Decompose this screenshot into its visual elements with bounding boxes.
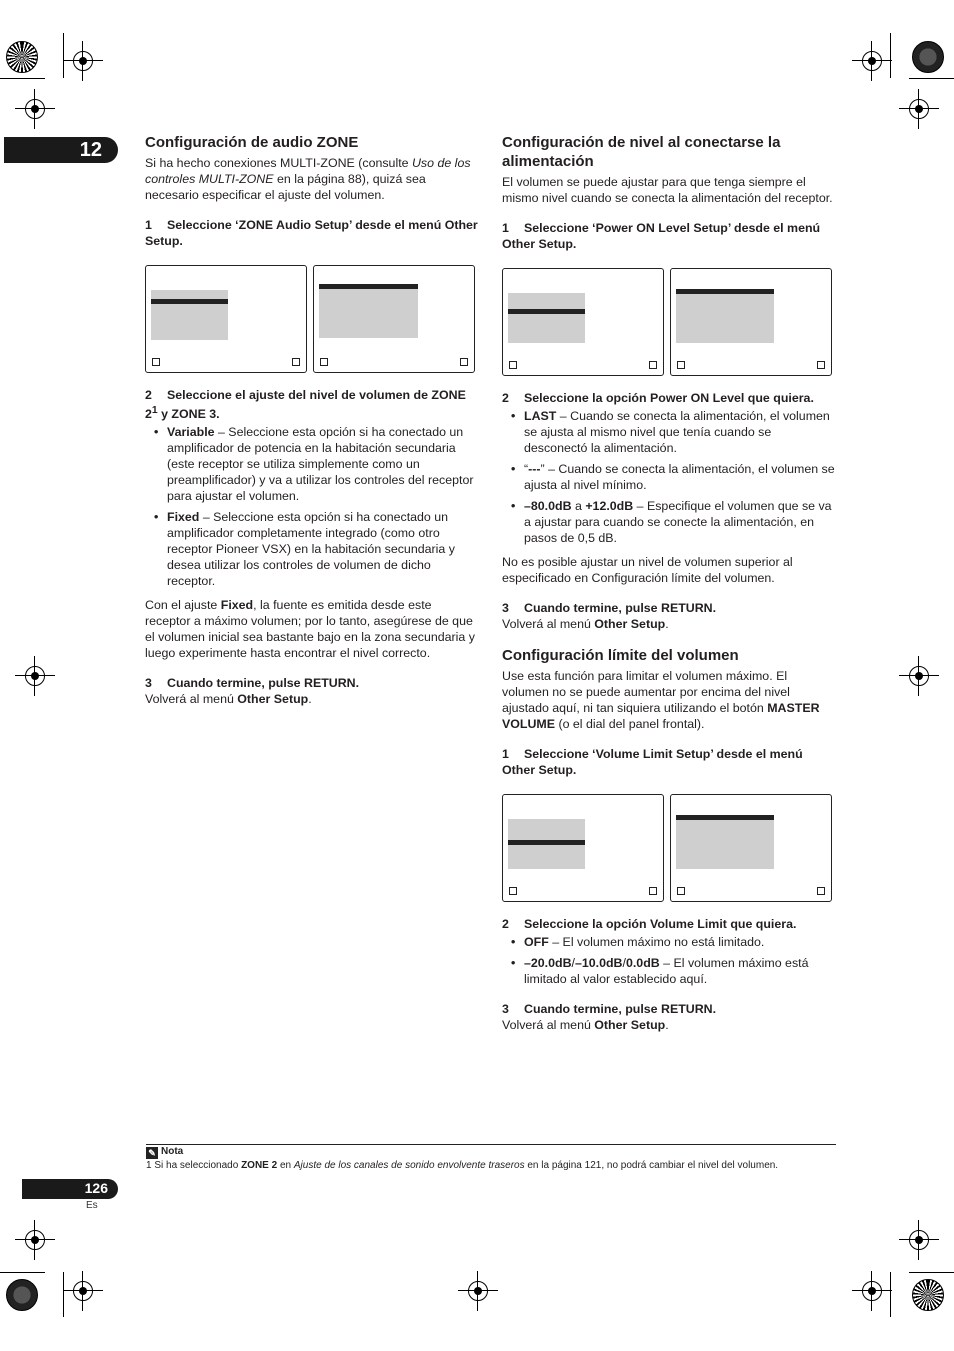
crosshair-mark-icon — [909, 99, 929, 119]
crop-line — [63, 33, 64, 78]
left-column — [145, 133, 480, 715]
registration-wheel-icon — [6, 1279, 38, 1311]
crosshair-mark-icon — [909, 666, 929, 686]
body-paragraph: No es posible ajustar un nivel de volumen superior al especificado en Configuración límite del volumen. — [502, 555, 793, 585]
menu-list — [151, 290, 228, 340]
option-list — [502, 934, 837, 987]
step-2: 2 Seleccione la opción Power ON Level que quiera. — [502, 391, 814, 405]
crosshair-mark-icon — [909, 1230, 929, 1250]
crosshair-mark-icon — [468, 1281, 488, 1301]
osd-corner-icon — [649, 887, 657, 895]
intro-paragraph: El volumen se puede ajustar para que tenga siempre el mismo nivel cuando se conecta la alimentación del receptor. — [502, 175, 833, 205]
page-number: 126 — [84, 1180, 108, 1196]
crop-line — [0, 78, 45, 79]
osd-screen-menu — [502, 268, 664, 376]
osd-corner-icon — [152, 358, 160, 366]
crop-line — [890, 1272, 891, 1317]
crop-line — [63, 1272, 64, 1317]
option-list — [502, 408, 837, 546]
crosshair-mark-icon — [73, 51, 93, 71]
intro-paragraph: Use esta función para limitar el volumen máximo. El volumen no se puede aumentar por encima del nivel ajustado aquí, ni tan siquiera utilizando el botón MASTER VOLUME (o el dial del panel frontal). — [502, 669, 820, 731]
chapter-number: 12 — [79, 139, 102, 161]
registration-wheel-icon — [912, 41, 944, 73]
return-text: Volverá al menú Other Setup. — [502, 1018, 669, 1032]
screenshot-pair — [502, 794, 837, 902]
crosshair-mark-icon — [25, 666, 45, 686]
option-list — [145, 424, 480, 589]
registration-wheel-icon — [6, 41, 38, 73]
right-column — [502, 133, 837, 1041]
osd-corner-icon — [460, 358, 468, 366]
crop-line — [909, 78, 954, 79]
return-text: Volverá al menú Other Setup. — [145, 692, 312, 707]
step-3: 3 Cuando termine, pulse RETURN. — [502, 601, 717, 615]
chapter-tab — [4, 137, 118, 163]
osd-corner-icon — [320, 358, 328, 366]
osd-corner-icon — [649, 361, 657, 369]
osd-corner-icon — [292, 358, 300, 366]
setting-panel — [676, 815, 774, 869]
osd-corner-icon — [817, 361, 825, 369]
list-item: • “---” – Cuando se conecta la alimentación, el volumen se ajusta al nivel mínimo. — [502, 461, 837, 493]
setting-panel — [676, 289, 774, 343]
osd-corner-icon — [677, 361, 685, 369]
section-title: Configuración de audio ZONE — [145, 134, 359, 151]
screenshot-pair — [502, 268, 837, 376]
crosshair-mark-icon — [25, 1230, 45, 1250]
osd-screen-setting — [670, 794, 832, 902]
crosshair-mark-icon — [862, 1281, 882, 1301]
crosshair-mark-icon — [25, 99, 45, 119]
list-item: • LAST – Cuando se conecta la alimentación, el volumen se ajusta al mismo nivel que tenía cuando se desconectó la alimentación. — [502, 408, 837, 456]
crop-line — [890, 33, 891, 78]
list-item: • OFF – El volumen máximo no está limitado. — [502, 934, 837, 950]
language-code: Es — [86, 1200, 98, 1211]
crop-line — [0, 1272, 45, 1273]
list-item: • Fixed – Seleccione esta opción si ha conectado un amplificador completamente integrado (como otro receptor Pioneer VSX) en la habitación secundaria y desea utilizar los controles de volumen de dicho receptor. — [145, 509, 480, 589]
pencil-note-icon: ✎ — [146, 1147, 158, 1159]
setting-panel — [319, 284, 418, 338]
osd-corner-icon — [817, 887, 825, 895]
page-number-box — [22, 1179, 118, 1199]
osd-screen-setting — [670, 268, 832, 376]
registration-wheel-icon — [912, 1279, 944, 1311]
step-2: 2 Seleccione el ajuste del nivel de volumen de ZONE $2^1$ y ZONE 3. — [145, 388, 466, 422]
footnote-text: 1 Si ha seleccionado ZONE 2 en Ajuste de los canales de sonido envolvente traseros en la página 121, no podrá cambiar el nivel del volumen. — [146, 1160, 779, 1171]
section-title: Configuración límite del volumen — [502, 647, 739, 664]
osd-screen-menu — [502, 794, 664, 902]
list-item: • Variable – Seleccione esta opción si ha conectado un amplificador de potencia en la habitación secundaria (este receptor se utiliza simplemente como un preamplificador) y va a utilizar los controles del receptor para ajustar el volumen. — [145, 424, 480, 504]
osd-corner-icon — [677, 887, 685, 895]
menu-list — [508, 819, 585, 869]
section-title: Configuración de nivel al conectarse la alimentación — [502, 134, 781, 170]
osd-corner-icon — [509, 361, 517, 369]
step-1: 1 Seleccione ‘Power ON Level Setup’ desde el menú Other Setup. — [502, 221, 821, 251]
crosshair-mark-icon — [862, 51, 882, 71]
screenshot-pair — [145, 265, 480, 373]
menu-list — [508, 293, 585, 343]
list-item: • –80.0dB a +12.0dB – Especifique el volumen que se va a ajustar para cuando se conecte la alimentación, en pasos de 0,5 dB. — [502, 498, 837, 546]
step-3: 3 Cuando termine, pulse RETURN. — [145, 676, 360, 691]
body-paragraph: Con el ajuste Fixed, la fuente es emitida desde este receptor a máximo volumen; por lo tanto, asegúrese de que el volumen inicial sea bastante bajo en la zona secundaria y luego experimente hasta encontrar el nivel correcto. — [145, 598, 475, 661]
list-item: • –20.0dB/–10.0dB/0.0dB – El volumen máximo está limitado al valor establecido aquí. — [502, 955, 837, 987]
step-1: 1 Seleccione ‘Volume Limit Setup’ desde el menú Other Setup. — [502, 747, 803, 777]
footnote-rule — [146, 1144, 836, 1145]
osd-screen-menu — [145, 265, 307, 373]
crop-line — [909, 1272, 954, 1273]
footnote-heading: ✎ Nota — [146, 1146, 183, 1159]
intro-paragraph: Si ha hecho conexiones MULTI-ZONE (consulte Uso de los controles MULTI-ZONE en la página 88), quizá sea necesario especificar el ajuste del volumen. — [145, 156, 471, 202]
return-text: Volverá al menú Other Setup. — [502, 617, 669, 631]
step-2: 2 Seleccione la opción Volume Limit que quiera. — [502, 917, 797, 931]
osd-screen-setting — [313, 265, 475, 373]
step-3: 3 Cuando termine, pulse RETURN. — [502, 1002, 717, 1016]
crosshair-mark-icon — [73, 1281, 93, 1301]
osd-corner-icon — [509, 887, 517, 895]
step-1: 1 Seleccione ‘ZONE Audio Setup’ desde el menú Other Setup. — [145, 218, 478, 248]
